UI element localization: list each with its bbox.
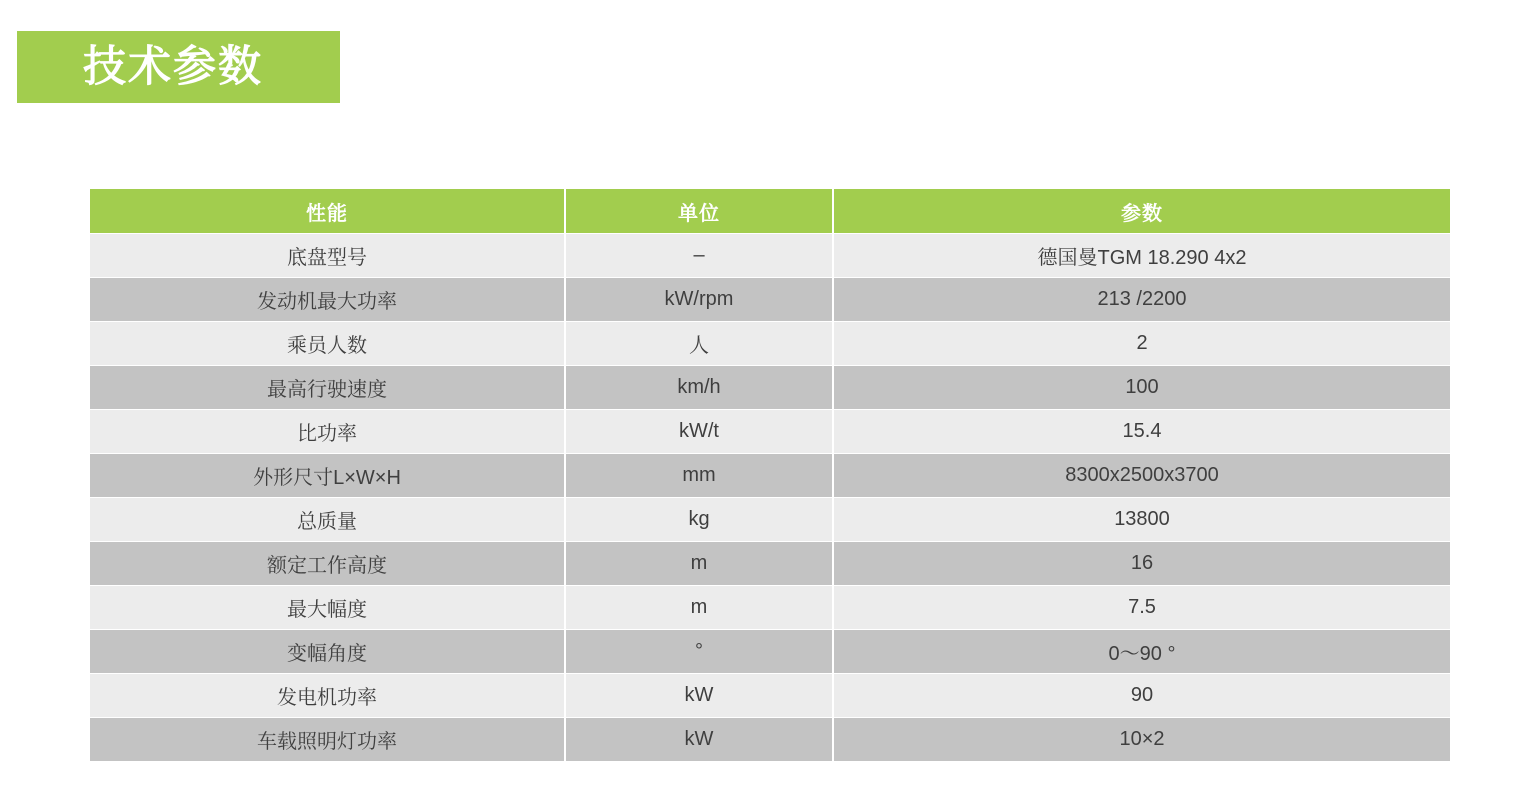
table-row	[90, 234, 1450, 277]
specifications-table-container	[88, 188, 1444, 762]
cell-unit: kW	[566, 674, 832, 717]
cell-performance: 最大幅度	[90, 586, 564, 629]
cell-unit: mm	[566, 454, 832, 497]
cell-performance: 总质量	[90, 498, 564, 541]
cell-unit: km/h	[566, 366, 832, 409]
cell-value: 德国曼TGM 18.290 4x2	[834, 234, 1450, 277]
column-header-performance: 性能	[90, 189, 564, 233]
cell-value: 90	[834, 674, 1450, 717]
table-header-row	[90, 189, 1450, 233]
table-row	[90, 410, 1450, 453]
cell-performance: 底盘型号	[90, 234, 564, 277]
table-row	[90, 542, 1450, 585]
cell-performance: 乘员人数	[90, 322, 564, 365]
cell-unit: kW/t	[566, 410, 832, 453]
cell-unit: kg	[566, 498, 832, 541]
cell-performance: 最高行驶速度	[90, 366, 564, 409]
cell-value: 15.4	[834, 410, 1450, 453]
table-row	[90, 278, 1450, 321]
cell-unit: kW/rpm	[566, 278, 832, 321]
table-row	[90, 366, 1450, 409]
cell-unit: m	[566, 586, 832, 629]
cell-unit: kW	[566, 718, 832, 761]
cell-value: 13800	[834, 498, 1450, 541]
column-header-unit: 单位	[566, 189, 832, 233]
cell-performance: 车载照明灯功率	[90, 718, 564, 761]
cell-performance: 额定工作高度	[90, 542, 564, 585]
specifications-table	[88, 188, 1452, 762]
table-row	[90, 674, 1450, 717]
cell-value: 100	[834, 366, 1450, 409]
cell-value: 213 /2200	[834, 278, 1450, 321]
cell-unit: –	[566, 234, 832, 277]
cell-value: 8300x2500x3700	[834, 454, 1450, 497]
cell-unit: °	[566, 630, 832, 673]
cell-performance: 发动机最大功率	[90, 278, 564, 321]
table-row	[90, 322, 1450, 365]
table-row	[90, 454, 1450, 497]
cell-value: 7.5	[834, 586, 1450, 629]
cell-performance: 比功率	[90, 410, 564, 453]
cell-unit: 人	[566, 322, 832, 365]
cell-performance: 变幅角度	[90, 630, 564, 673]
cell-value: 16	[834, 542, 1450, 585]
table-row	[90, 498, 1450, 541]
table-row	[90, 586, 1450, 629]
cell-performance: 发电机功率	[90, 674, 564, 717]
cell-value: 10×2	[834, 718, 1450, 761]
page-title-banner	[17, 31, 340, 103]
cell-unit: m	[566, 542, 832, 585]
table-row	[90, 630, 1450, 673]
cell-value: 2	[834, 322, 1450, 365]
column-header-parameter: 参数	[834, 189, 1450, 233]
cell-performance: 外形尺寸L×W×H	[90, 454, 564, 497]
table-row	[90, 718, 1450, 761]
page-title: 技术参数	[83, 42, 263, 91]
cell-value: 0～90 °	[834, 630, 1450, 673]
